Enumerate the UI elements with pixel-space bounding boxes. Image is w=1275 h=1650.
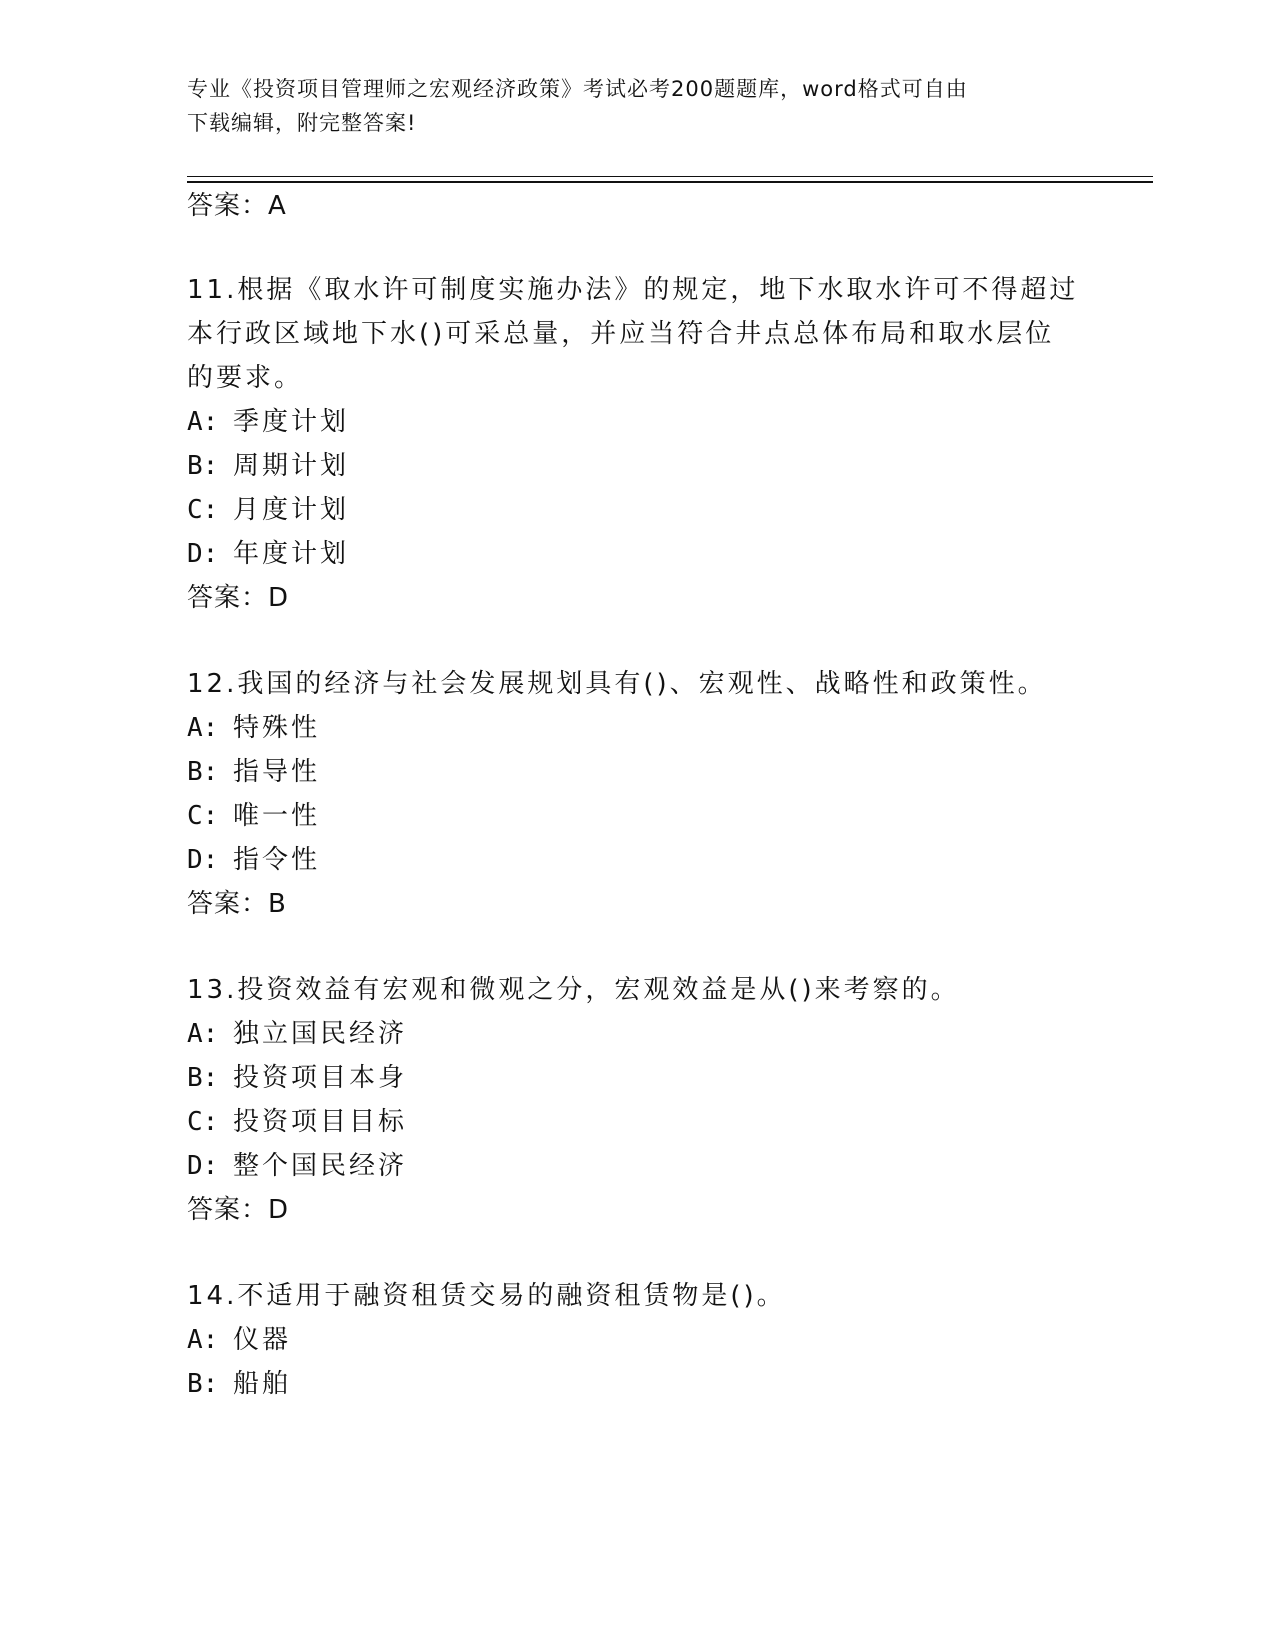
option-item bbox=[187, 538, 349, 570]
option-label: C: bbox=[187, 495, 219, 525]
option-label: A: bbox=[187, 407, 219, 437]
option-label: B: bbox=[187, 451, 219, 481]
option-label: B: bbox=[187, 1369, 219, 1399]
option-text: 月度计划 bbox=[233, 495, 350, 525]
answer-line: 答案：D bbox=[187, 583, 290, 613]
question-stem-line: 12.我国的经济与社会发展规划具有()、宏观性、战略性和政策性。 bbox=[187, 669, 1047, 699]
option-text: 投资项目本身 bbox=[233, 1063, 408, 1093]
option-text: 年度计划 bbox=[233, 539, 350, 569]
option-text: 周期计划 bbox=[233, 451, 350, 481]
option-item bbox=[187, 800, 320, 832]
option-text: 整个国民经济 bbox=[233, 1151, 408, 1181]
document-header bbox=[187, 72, 1067, 140]
option-text: 仪器 bbox=[233, 1325, 292, 1355]
answer-line: 答案：D bbox=[187, 1195, 290, 1225]
option-text: 季度计划 bbox=[233, 407, 350, 437]
option-item bbox=[187, 1106, 407, 1138]
option-label: D: bbox=[187, 845, 219, 875]
option-item bbox=[187, 712, 320, 744]
option-label: C: bbox=[187, 801, 219, 831]
answer-line: 答案：A bbox=[187, 191, 287, 221]
header-line-2: 下载编辑，附完整答案! bbox=[187, 111, 417, 135]
option-item bbox=[187, 1324, 291, 1356]
option-text: 指令性 bbox=[233, 845, 321, 875]
option-item bbox=[187, 494, 349, 526]
option-text: 唯一性 bbox=[233, 801, 321, 831]
option-item bbox=[187, 406, 349, 438]
header-line-1: 专业《投资项目管理师之宏观经济政策》考试必考200题题库，word格式可自由 bbox=[187, 77, 968, 101]
option-item bbox=[187, 450, 349, 482]
question-stem-line: 的要求。 bbox=[187, 363, 304, 393]
question-stem-line: 本行政区域地下水()可采总量，并应当符合井点总体布局和取水层位 bbox=[187, 319, 1055, 349]
option-text: 独立国民经济 bbox=[233, 1019, 408, 1049]
option-label: D: bbox=[187, 539, 219, 569]
option-text: 指导性 bbox=[233, 757, 321, 787]
option-item bbox=[187, 1018, 407, 1050]
answer-line: 答案：B bbox=[187, 889, 287, 919]
option-label: D: bbox=[187, 1151, 219, 1181]
option-label: A: bbox=[187, 713, 219, 743]
option-label: C: bbox=[187, 1107, 219, 1137]
question-stem-line: 11.根据《取水许可制度实施办法》的规定，地下水取水许可不得超过 bbox=[187, 275, 1079, 305]
option-item bbox=[187, 1150, 407, 1182]
option-text: 特殊性 bbox=[233, 713, 321, 743]
option-item bbox=[187, 756, 320, 788]
question-stem-line: 13.投资效益有宏观和微观之分，宏观效益是从()来考察的。 bbox=[187, 975, 960, 1005]
option-label: A: bbox=[187, 1019, 219, 1049]
option-item bbox=[187, 844, 320, 876]
option-label: A: bbox=[187, 1325, 219, 1355]
option-label: B: bbox=[187, 757, 219, 787]
option-text: 投资项目目标 bbox=[233, 1107, 408, 1137]
question-stem-line: 14.不适用于融资租赁交易的融资租赁物是()。 bbox=[187, 1281, 786, 1311]
option-item bbox=[187, 1062, 407, 1094]
option-label: B: bbox=[187, 1063, 219, 1093]
option-item bbox=[187, 1368, 291, 1400]
header-rule-thin bbox=[187, 176, 1153, 177]
option-text: 船舶 bbox=[233, 1369, 292, 1399]
header-rule-thick bbox=[187, 181, 1153, 183]
